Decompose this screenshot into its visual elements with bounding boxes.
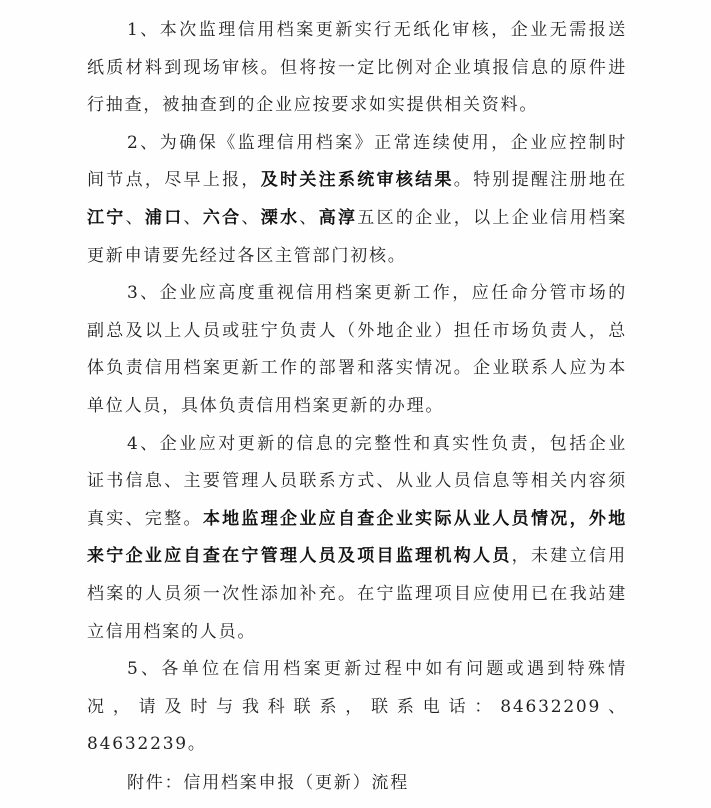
emphasis-text: 高淳 [318, 207, 358, 228]
emphasis-text: 六合 [202, 207, 242, 228]
body-text: 4、企业应对更新的信息的完整性和真实性负责，包括企业证书信息、主要管理人员联系方式、从业人员信息等相关内容须真实、完整。 [87, 433, 627, 529]
emphasis-text: 本地监理企业应自查企业实际从业人员情况，外地来宁企业应自查在宁管理人员及项目监理机构人员 [87, 508, 627, 567]
paragraph-1 [87, 12, 627, 125]
paragraph-4 [87, 426, 627, 652]
body-text: 、 [183, 207, 203, 228]
body-text: 1、本次监理信用档案更新实行无纸化审核，企业无需报送纸质材料到现场审核。但将按一定比例对企业填报信息的原件进行抽查，被抽查到的企业应按要求如实提供相关资料。 [87, 20, 627, 116]
body-text: 2、为确保《监理信用档案》正常连续使用，企业应控制时间节点，尽早上报， [87, 132, 627, 191]
notice-body [87, 12, 627, 764]
body-text: 五区的企业，以上企业信用档案更新申请要先经过各区主管部门初核。 [87, 207, 627, 266]
body-text: 、 [299, 207, 319, 228]
emphasis-text: 溧水 [260, 207, 300, 228]
body-text: ，未建立信用档案的人员须一次性添加补充。在宁监理项目应使用已在我站建立信用档案的人员。 [87, 546, 627, 642]
body-text: 。特别提醒注册地在 [453, 170, 628, 191]
body-text: 、 [241, 207, 261, 228]
body-text: 、 [125, 207, 145, 228]
attachment-title: 信用档案申报（更新）流程 [183, 773, 410, 793]
body-text: 3、企业应高度重视信用档案更新工作，应任命分管市场的副总及以上人员或驻宁负责人（外地企业）担任市场负责人，总体负责信用档案更新工作的部署和落实情况。企业联系人应为本单位人员，具体负责信用档案更新的办理。 [87, 283, 627, 416]
attachment-line [127, 768, 409, 793]
attachment-label: 附件： [127, 773, 184, 793]
emphasis-text: 及时关注系统审核结果 [260, 170, 454, 191]
paragraph-3 [87, 275, 627, 425]
paragraph-5 [87, 651, 627, 764]
emphasis-text: 浦口 [144, 207, 184, 228]
body-text: 5、各单位在信用档案更新过程中如有问题或遇到特殊情况，请及时与我科联系，联系电话：84632209、84632239。 [87, 659, 627, 755]
emphasis-text: 江宁 [87, 207, 126, 228]
paragraph-2 [87, 125, 627, 275]
